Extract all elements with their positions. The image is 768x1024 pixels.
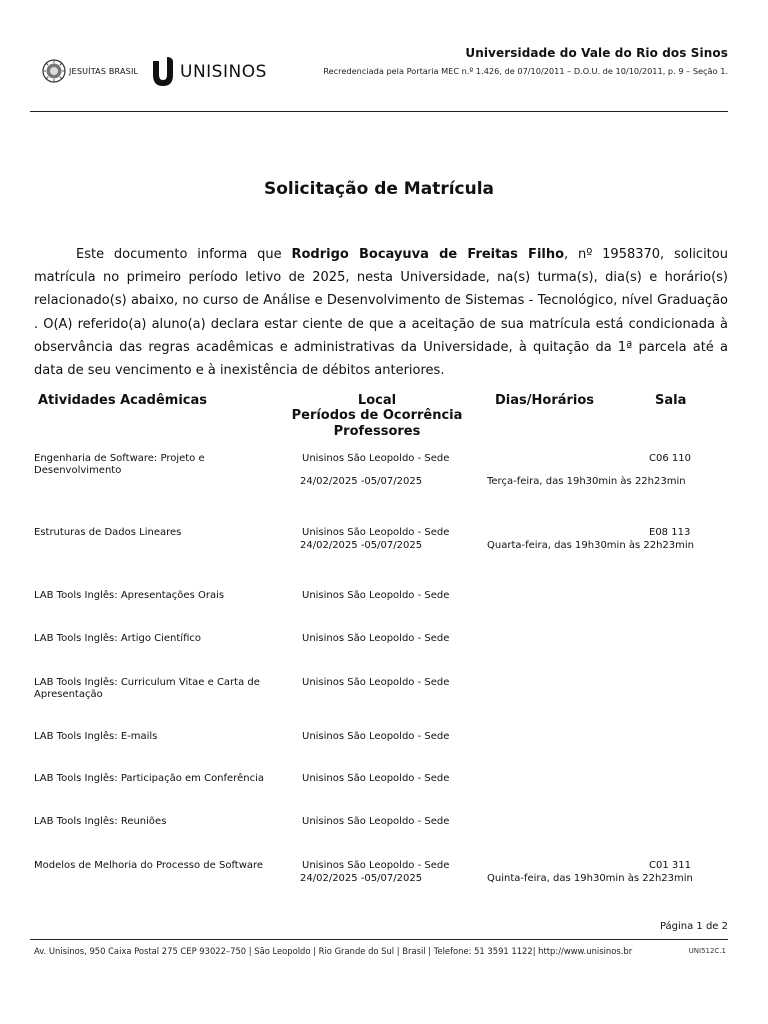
row-atividade: LAB Tools Inglês: Apresentações Orais bbox=[34, 590, 225, 601]
row-local: Unisinos São Leopoldo - Sede bbox=[302, 453, 450, 464]
row-local: Unisinos São Leopoldo - Sede bbox=[302, 677, 450, 688]
row-atividade: LAB Tools Inglês: Participação em Conferência bbox=[34, 773, 264, 784]
row-periodo: 24/02/2025 -05/07/2025 bbox=[300, 476, 423, 487]
row-atividade: Engenharia de Software: Projeto e Desenvolvimento bbox=[34, 453, 205, 476]
row-local: Unisinos São Leopoldo - Sede bbox=[302, 860, 450, 871]
footer-divider bbox=[30, 939, 728, 940]
row-sala: E08 113 bbox=[649, 527, 691, 538]
row-local: Unisinos São Leopoldo - Sede bbox=[302, 731, 450, 742]
paragraph-intro: Este documento informa que bbox=[76, 247, 292, 262]
jesuitas-logo bbox=[42, 59, 138, 83]
row-dias: Quarta-feira, das 19h30min às 22h23min bbox=[487, 540, 695, 551]
accreditation-note: Recredenciada pela Portaria MEC n.º 1.426, de 07/10/2011 – D.O.U. de 10/10/2011, p. 9 – Seção 1. bbox=[323, 66, 728, 76]
declaration-paragraph bbox=[34, 243, 728, 382]
row-local: Unisinos São Leopoldo - Sede bbox=[302, 527, 450, 538]
header-periodos: Períodos de Ocorrência bbox=[291, 408, 463, 423]
header-professores: Professores bbox=[333, 424, 421, 439]
unisinos-mark-icon bbox=[150, 57, 176, 87]
jesuitas-label: JESUÍTAS BRASIL bbox=[69, 66, 139, 76]
header-dias: Dias/Horários bbox=[495, 393, 595, 408]
page-title: Solicitação de Matrícula bbox=[263, 179, 495, 199]
row-local: Unisinos São Leopoldo - Sede bbox=[302, 633, 450, 644]
row-sala: C06 110 bbox=[649, 453, 691, 464]
row-atividade: LAB Tools Inglês: Reuniões bbox=[34, 816, 167, 827]
row-atividade: LAB Tools Inglês: Curriculum Vitae e Carta de Apresentação bbox=[34, 677, 260, 700]
unisinos-label: UNISINOS bbox=[180, 62, 267, 82]
row-local: Unisinos São Leopoldo - Sede bbox=[302, 590, 450, 601]
row-atividade: Modelos de Melhoria do Processo de Software bbox=[34, 860, 264, 871]
header-divider bbox=[30, 111, 728, 112]
page-number: Página 1 de 2 bbox=[659, 921, 728, 932]
header-atividades: Atividades Acadêmicas bbox=[38, 393, 208, 408]
jesuit-seal-icon bbox=[42, 59, 66, 83]
row-periodo: 24/02/2025 -05/07/2025 bbox=[300, 540, 423, 551]
student-name: Rodrigo Bocayuva de Freitas Filho bbox=[291, 247, 565, 262]
row-sala: C01 311 bbox=[649, 860, 691, 871]
row-atividade: LAB Tools Inglês: E-mails bbox=[34, 731, 158, 742]
form-code: UNI512C.1 bbox=[688, 947, 726, 955]
row-periodo: 24/02/2025 -05/07/2025 bbox=[300, 873, 423, 884]
row-local: Unisinos São Leopoldo - Sede bbox=[302, 816, 450, 827]
row-dias: Terça-feira, das 19h30min às 22h23min bbox=[487, 476, 686, 487]
row-dias: Quinta-feira, das 19h30min às 22h23min bbox=[487, 873, 693, 884]
header-local: Local bbox=[357, 393, 397, 408]
footer-address: Av. Unisinos, 950 Caixa Postal 275 CEP 93022–750 | São Leopoldo | Rio Grande do Sul | Brasil | Telefone: 51 3591 1122| http://www.unisinos.br bbox=[34, 946, 633, 956]
row-atividade: Estruturas de Dados Lineares bbox=[34, 527, 182, 538]
row-local: Unisinos São Leopoldo - Sede bbox=[302, 773, 450, 784]
unisinos-logo bbox=[150, 57, 267, 87]
paragraph-body: , nº 1958370, solicitou matrícula no primeiro período letivo de 2025, nesta Universidade, na(s) turma(s), dia(s) e horário(s) relacionado(s) abaixo, no curso de Análise e Desenvolvimento de Sistemas - Tecnológico, nível Graduação . O(A) referido(a) aluno(a) declara estar ciente de que a aceitação de sua matrícula está condicionada à observância das regras acadêmicas e administrativas da Universidade, à quitação da 1ª parcela até a data de seu vencimento e à inexistência de débitos anteriores. bbox=[34, 247, 728, 379]
header-sala: Sala bbox=[655, 393, 687, 408]
university-name: Universidade do Vale do Rio dos Sinos bbox=[465, 46, 728, 60]
row-atividade: LAB Tools Inglês: Artigo Científico bbox=[34, 633, 201, 644]
